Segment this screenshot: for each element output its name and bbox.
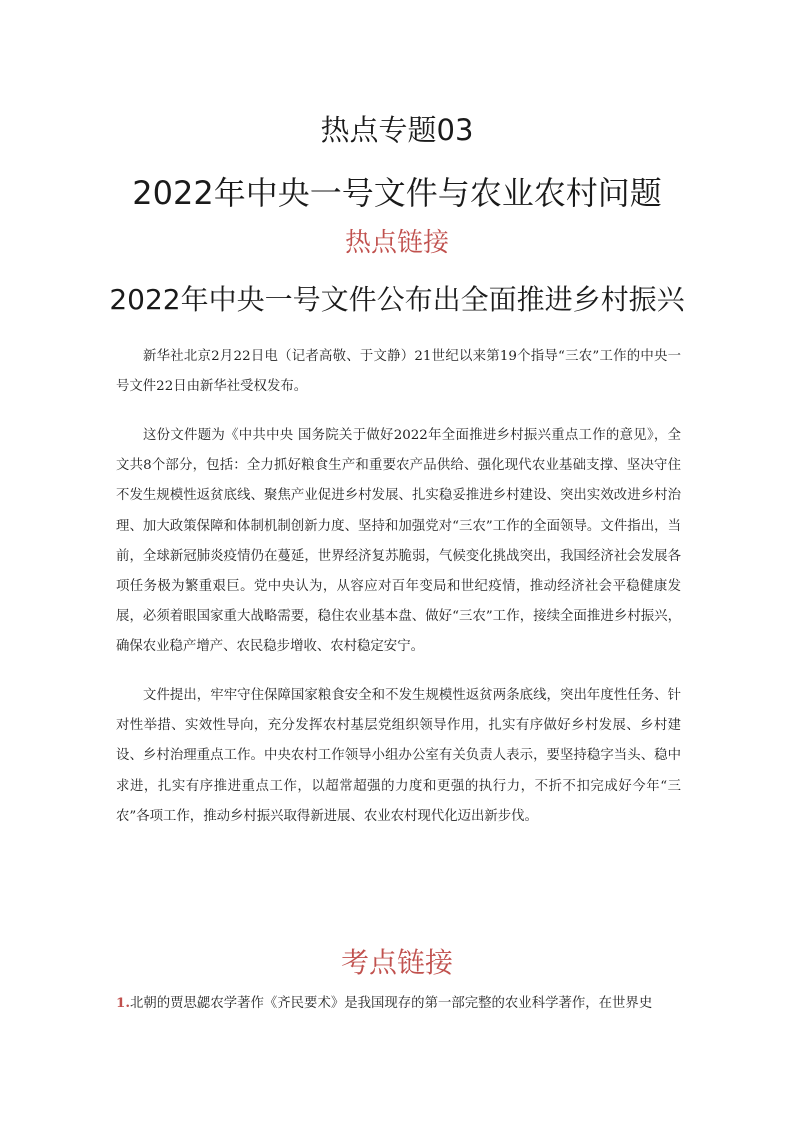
- body-paragraph-3: 文件提出，牢牢守住保障国家粮食安全和不发生规模性返贫两条底线，突出年度性任务、针对性举措、实效性导向，充分发挥农村基层党组织领导作用，扎实有序做好乡村发展、乡村建设、乡村治理重点工作。中央农村工作领导小组办公室有关负责人表示，要坚持稳字当头、稳中求进，扎实有序推进重点工作，以超常超强的力度和更强的执行力，不折不扣完成好今年“三农”各项工作，推动乡村振兴取得新进展、农业农村现代化迈出新步伐。: [116, 688, 681, 824]
- hot-link-heading: 热点链接: [344, 228, 449, 258]
- topic-title: 热点专题03: [320, 113, 474, 147]
- body-paragraph-2: 这份文件题为《中共中央 国务院关于做好2022年全面推进乡村振兴重点工作的意见》，全文共8个部分，包括：全力抓好粮食生产和重要农产品供给、强化现代农业基础支撑、坚决守住不发生规模性返贫底线、聚焦产业促进乡村发展、扎实稳妥推进乡村建设、突出实效改进乡村治理、加大政策保障和体制机制创新力度、坚持和加强党对“三农”工作的全面领导。文件指出，当前，全球新冠肺炎疫情仍在蔓延，世界经济复苏脆弱，气候变化挑战突出，我国经济社会发展各项任务极为繁重艰巨。党中央认为，从容应对百年变局和世纪疫情，推动经济社会平稳健康发展，必须着眼国家重大战略需要，稳住农业基本盘、做好“三农”工作，接续全面推进乡村振兴，确保农业稳产增产、农民稳步增收、农村稳定安宁。: [116, 428, 681, 655]
- main-title: 2022年中央一号文件与农业农村问题: [132, 174, 662, 212]
- body-paragraph-1: 新华社北京2月22日电（记者高敬、于文静）21世纪以来第19个指导“三农”工作的中央一号文件22日由新华社受权发布。: [116, 349, 681, 395]
- exam-link-heading: 考点链接: [340, 946, 453, 979]
- question-text: 北朝的贾思勰农学著作《齐民要术》是我国现存的第一部完整的农业科学著作，在世界史: [129, 996, 653, 1011]
- news-headline: 2022年中央一号文件公布出全面推进乡村振兴: [109, 283, 685, 316]
- question-item: [116, 990, 681, 1017]
- question-number: 1.: [116, 995, 130, 1011]
